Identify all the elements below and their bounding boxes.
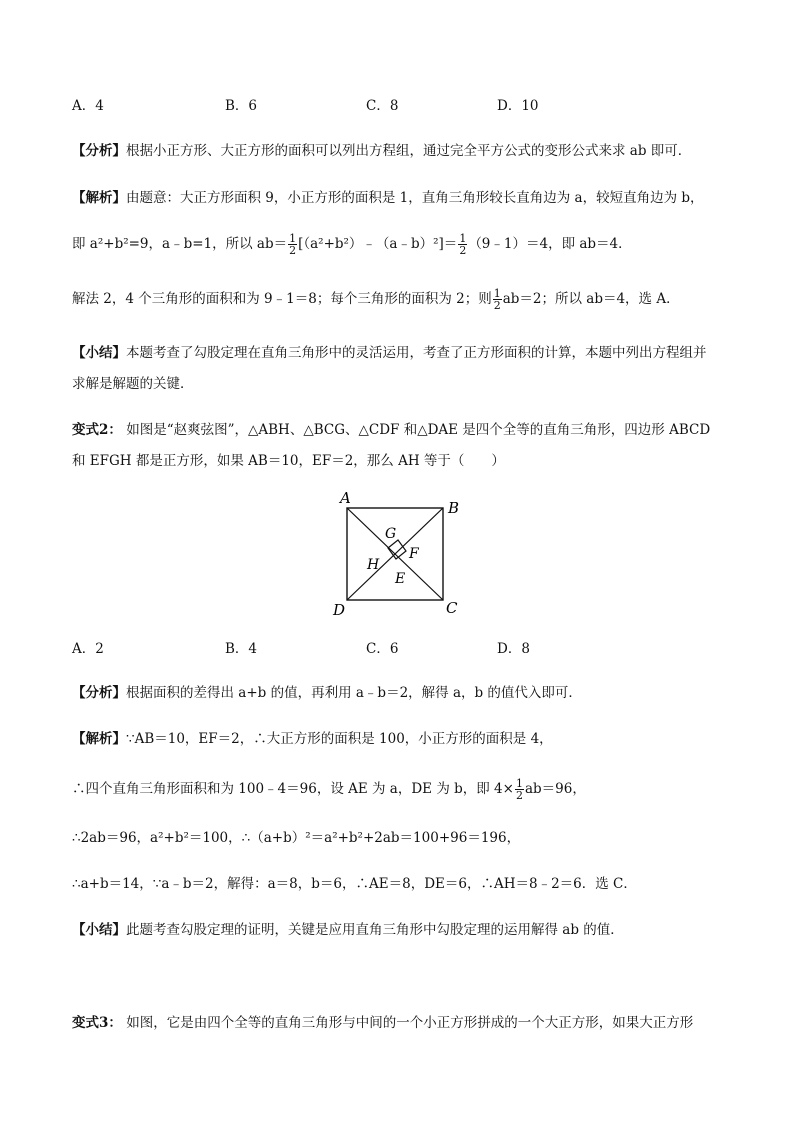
q1-option-c: C．8 [366,98,399,114]
analysis-tag: 【分析】 [72,685,126,701]
solution-text: 由题意：大正方形面积 9，小正方形的面积是 1，直角三角形较长直角边为 a，较短直角边为 b， [126,190,704,206]
q1-solution-line3 [72,288,680,311]
q1-options [0,94,794,114]
solution-line3-pre: 解法 2，4 个三角形的面积和为 9﹣1＝8；每个三角形的面积为 2；则 [72,291,492,307]
q2-solution-line3: ∴2ab＝96，a²+b²＝100，∴（a+b）²＝a²+b²+2ab＝100+96＝196， [72,830,521,846]
summary-tag: 【小结】 [72,345,126,361]
q1-summary-line1 [72,343,707,363]
q1-analysis [72,141,691,161]
solution-tag: 【解析】 [72,731,126,747]
fraction-denominator: 2 [289,244,297,257]
solution-line2-post: ab＝96， [524,781,586,797]
summary-text: 本题考查了勾股定理在直角三角形中的灵活运用，考查了正方形面积的计算，本题中列出方程组并 [126,345,707,361]
zhao-shuang-diagram [330,488,470,618]
solution-text: ∵AB＝10，EF＝2，∴大正方形的面积是 100，小正方形的面积是 4， [126,731,553,747]
q1-option-b: B．6 [225,98,258,114]
q2-summary [72,920,624,940]
summary-text: 此题考查勾股定理的证明，关键是应用直角三角形中勾股定理的运用解得 ab 的值． [126,922,624,938]
q2-stem-text: 如图是“赵爽弦图”，△ABH、△BCG、△CDF 和△DAE 是四个全等的直角三角形，四边形 ABCD [126,422,711,438]
q1-solution-line1 [72,188,704,208]
fraction-numerator: 1 [515,777,523,790]
q2-options [0,637,794,657]
analysis-text: 根据小正方形、大正方形的面积可以列出方程组，通过完全平方公式的变形公式来求 ab 即可． [126,143,692,159]
q3-tag: 变式3： [72,1015,122,1031]
fraction-denominator: 2 [493,299,501,312]
fraction-numerator: 1 [289,232,297,245]
q2-tag: 变式2： [72,422,122,438]
q2-option-c: C．6 [366,641,399,657]
q3-stem-text: 如图，它是由四个全等的直角三角形与中间的一个小正方形拼成的一个大正方形，如果大正方形 [126,1015,694,1031]
label-g: G [385,526,397,542]
q2-stem-line2: 和 EFGH 都是正方形，如果 AB＝10，EF＝2，那么 AH 等于（ ） [72,453,505,469]
q2-solution-line4: ∴a+b＝14，∵a﹣b＝2，解得：a＝8，b＝6，∴AE＝8，DE＝6，∴AH＝8﹣2＝6．选 C． [72,876,637,892]
fraction-half [288,233,297,256]
q2-analysis [72,683,582,703]
q1-summary-line2: 求解是解题的关键． [72,376,194,392]
fraction-numerator: 1 [459,232,467,245]
solution-line2-pre: 即 a²+b²=9，a﹣b=1，所以 ab＝ [72,236,288,252]
fraction-denominator: 2 [459,244,467,257]
q2-solution-line2 [72,778,586,801]
label-c: C [446,599,458,617]
summary-tag: 【小结】 [72,922,126,938]
label-h: H [367,557,380,573]
label-b: B [448,499,460,517]
solution-line3-post: ab＝2；所以 ab＝4，选 A． [502,291,680,307]
q1-solution-line2 [72,233,632,256]
q2-option-a: A．2 [72,641,104,657]
fraction-denominator: 2 [515,789,523,802]
fraction-half [493,288,502,311]
q1-option-d: D．10 [497,98,539,114]
q2-stem-line1 [72,420,710,440]
q2-option-d: D．8 [497,641,530,657]
fraction-numerator: 1 [493,287,501,300]
label-a: A [340,489,351,507]
q1-option-a: A．4 [72,98,104,114]
solution-line2-mid: [（a²+b²）﹣（a﹣b）²]＝ [298,236,458,252]
label-d: D [333,601,346,618]
label-e: E [395,571,406,587]
analysis-text: 根据面积的差得出 a+b 的值，再利用 a﹣b＝2，解得 a，b 的值代入即可． [126,685,582,701]
fraction-half [458,233,467,256]
solution-tag: 【解析】 [72,190,126,206]
q3-stem [72,1013,693,1033]
solution-line2-end: （9﹣1）＝4，即 ab＝4． [468,236,632,252]
q2-solution-line1 [72,729,553,749]
q2-option-b: B．4 [225,641,258,657]
analysis-tag: 【分析】 [72,143,126,159]
label-f: F [409,546,419,562]
fraction-half [515,778,524,801]
solution-line2-pre: ∴四个直角三角形面积和为 100﹣4＝96，设 AE 为 a，DE 为 b，即 4× [72,781,514,797]
